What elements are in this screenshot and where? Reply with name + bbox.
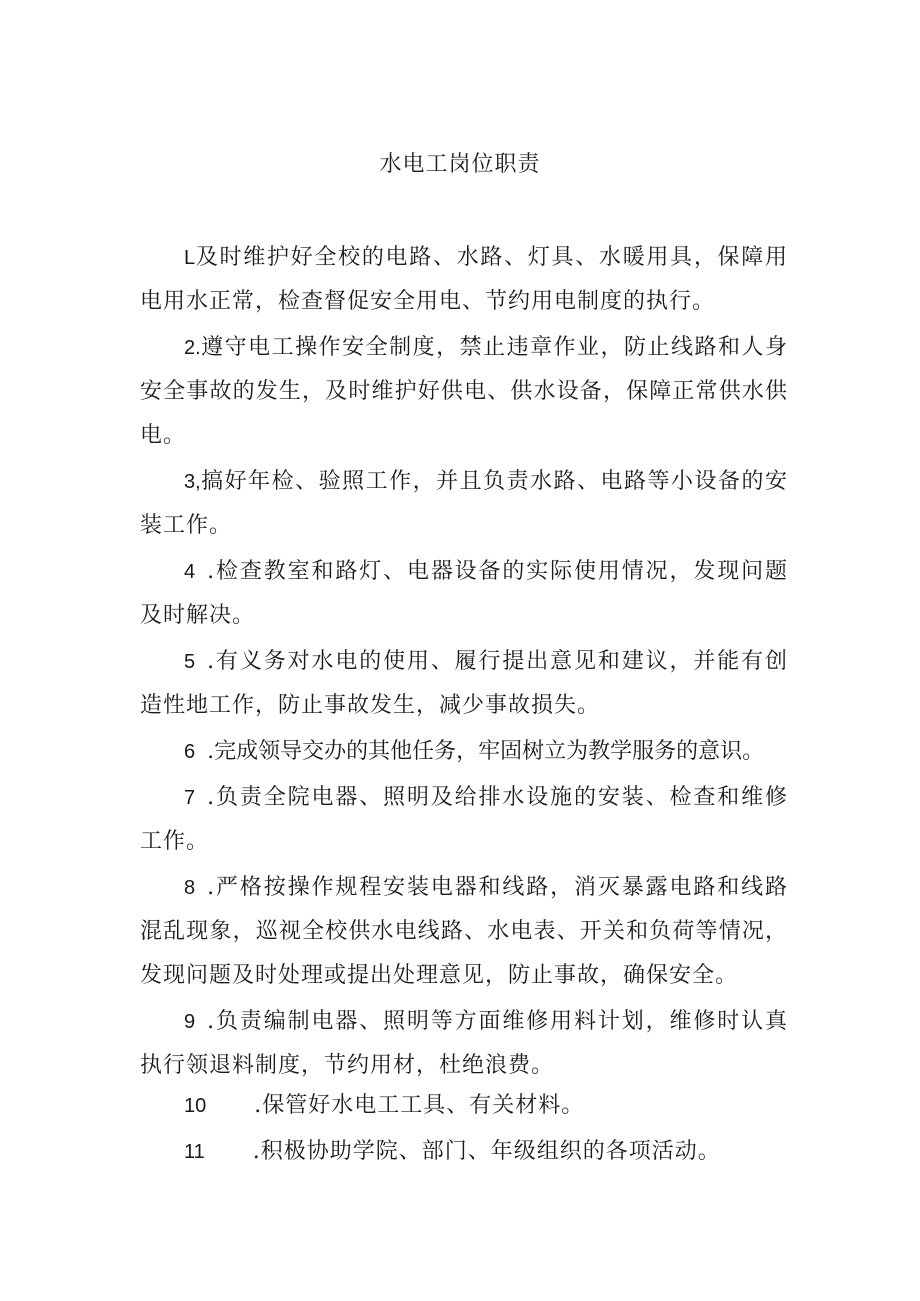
item-number: 9	[184, 1011, 196, 1033]
item-text: .完成领导交办的其他任务，牢固树立为教学服务的意识。	[207, 739, 765, 764]
list-item	[140, 640, 788, 728]
list-item	[140, 236, 788, 324]
list-item	[140, 776, 788, 864]
list-item	[140, 730, 788, 774]
item-number: L	[184, 247, 196, 269]
item-number: 5	[184, 651, 196, 673]
item-number: 2.	[184, 337, 201, 359]
item-text: .负责编制电器、照明等方面维修用料计划，维修时认真执行领退料制度，节约用材，杜绝浪费。	[140, 1009, 788, 1078]
list-item	[140, 326, 788, 458]
item-number: 7	[184, 787, 196, 809]
item-text: .检查教室和路灯、电器设备的实际使用情况，发现问题及时解决。	[140, 559, 788, 628]
list-item	[140, 550, 788, 638]
item-number: 3,	[184, 471, 201, 493]
item-text: .严格按操作规程安装电器和线路，消灭暴露电路和线路混乱现象，巡视全校供水电线路、水电表、开关和负荷等情况，发现问题及时处理或提出处理意见，防止事故，确保安全。	[140, 875, 788, 988]
item-text: .有义务对水电的使用、履行提出意见和建议，并能有创造性地工作，防止事故发生，减少事故损失。	[140, 649, 788, 718]
list-item	[140, 1000, 788, 1088]
item-text: 搞好年检、验照工作，并且负责水路、电路等小设备的安装工作。	[140, 469, 788, 538]
item-text: .积极协助学院、部门、年级组织的各项活动。	[252, 1139, 721, 1164]
list-item	[140, 1130, 788, 1174]
item-text: 及时维护好全校的电路、水路、灯具、水暖用具，保障用电用水正常，检查督促安全用电、节约用电制度的执行。	[140, 245, 788, 314]
item-number: 11	[184, 1141, 205, 1163]
duty-list	[140, 236, 788, 1176]
list-item	[140, 866, 788, 998]
item-number: 4	[184, 561, 196, 583]
item-number: 8	[184, 877, 196, 899]
item-text: 遵守电工操作安全制度，禁止违章作业，防止线路和人身安全事故的发生，及时维护好供电、供水设备，保障正常供水供电。	[140, 335, 788, 448]
list-item	[140, 460, 788, 548]
page-title: 水电工岗位职责	[379, 152, 541, 177]
item-number: 10	[184, 1095, 207, 1117]
list-item	[140, 1084, 788, 1128]
item-text: .保管好水电工工具、有关材料。	[254, 1093, 585, 1118]
item-number: 6	[184, 741, 196, 763]
item-text: .负责全院电器、照明及给排水设施的安装、检查和维修工作。	[140, 785, 788, 854]
